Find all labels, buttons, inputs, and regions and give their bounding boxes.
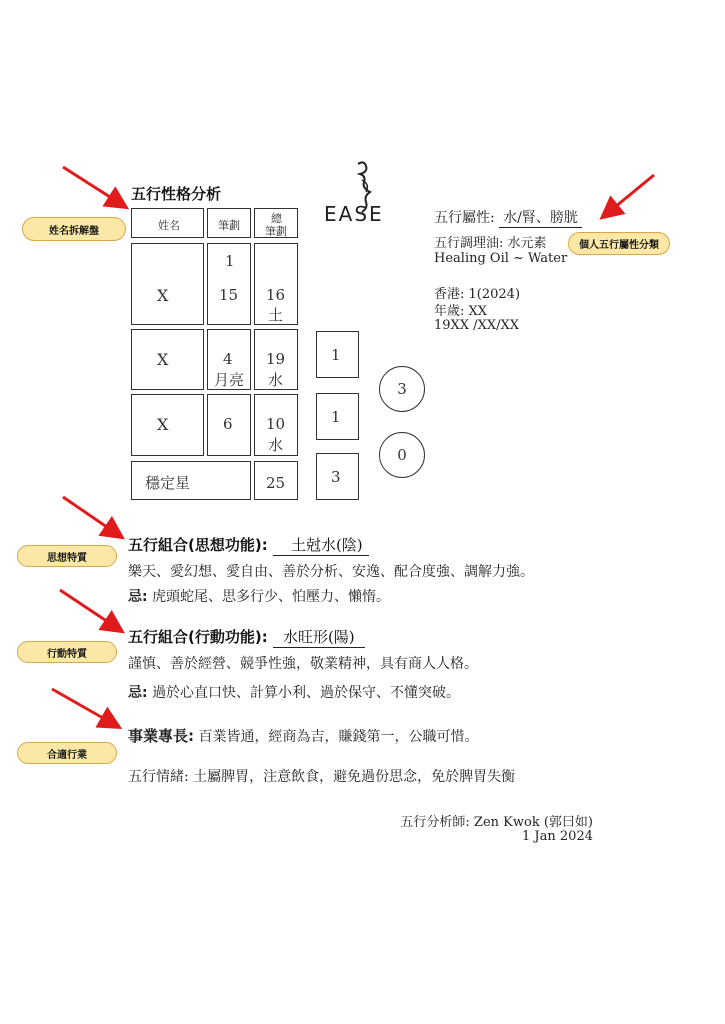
- thought-trait-callout: 思想特質: [17, 545, 117, 567]
- arrow-personal-element-icon: [604, 175, 654, 216]
- header-total-line1: 總: [271, 212, 282, 225]
- arrow-name-breakdown-icon: [63, 167, 124, 206]
- arrow-action-icon: [60, 590, 120, 630]
- suitable-industry-callout: 合適行業: [17, 742, 117, 764]
- header-total-line2: 筆劃: [265, 225, 287, 238]
- row2-total-element: 水: [268, 371, 284, 389]
- row3-name: X: [157, 415, 169, 434]
- thought-text: 樂天、愛幻想、愛自由、善於分析、安逸、配合度強、調解力強。: [128, 564, 534, 580]
- row2-stroke-label: 月亮: [214, 371, 245, 389]
- age-line: 年歲: XX: [434, 304, 488, 319]
- header-name-label: 姓名: [158, 219, 180, 232]
- arrow-career-icon: [52, 689, 117, 726]
- side-box-2-value: 1: [331, 408, 341, 426]
- career-text: 百業皆通，經商為吉，賺錢第一，公職可惜。: [198, 729, 479, 745]
- thought-value: 土尅水(陰): [273, 534, 369, 556]
- action-value: 水旺形(陽): [273, 626, 365, 648]
- element-label: 五行屬性:: [434, 210, 495, 226]
- row2-total: 19: [266, 350, 286, 368]
- side-box-1-value: 1: [331, 346, 341, 364]
- arrow-thought-icon: [63, 497, 120, 536]
- signature-date: 1 Jan 2024: [522, 829, 593, 844]
- personal-element-callout: 個人五行屬性分類: [568, 232, 670, 255]
- row1-total: 16: [266, 286, 286, 304]
- dob-line: 19XX /XX/XX: [434, 318, 519, 333]
- emotion-line: 五行情緒: 土屬脾胃，注意飲食，避免過份思念，免於脾胃失衡: [128, 769, 516, 785]
- page-title: 五行性格分析: [131, 185, 222, 203]
- action-text: 謹慎、善於經營、競爭性強，敬業精神，具有商人人格。: [128, 656, 478, 672]
- action-avoid-label: 忌:: [128, 685, 148, 701]
- career-label: 事業專長:: [128, 727, 194, 745]
- header-strokes-label: 筆劃: [218, 219, 240, 232]
- row1-name: X: [157, 286, 169, 305]
- row1-total-element: 土: [268, 306, 284, 324]
- analyst-signature: 五行分析師: Zen Kwok (郭曰如): [400, 815, 593, 830]
- oil-line: 五行調理油: 水元素: [434, 236, 547, 251]
- thought-heading: 五行組合(思想功能):: [128, 536, 268, 554]
- row3-total: 10: [266, 415, 286, 433]
- thought-avoid-label: 忌:: [128, 589, 148, 605]
- circle-1: 3: [379, 366, 425, 412]
- row1-stroke: 15: [219, 286, 239, 304]
- footer-total: 25: [266, 474, 286, 492]
- footer-label: 穩定星: [145, 474, 191, 492]
- logo-text: EASE: [324, 202, 384, 226]
- action-trait-callout: 行動特質: [17, 641, 117, 663]
- hk-line: 香港: 1(2024): [434, 287, 521, 302]
- name-breakdown-callout: 姓名拆解盤: [22, 217, 126, 241]
- row2-stroke: 4: [223, 350, 233, 368]
- action-avoid-text: 過於心直口快、計算小利、過於保守、不懂突破。: [152, 685, 461, 701]
- action-heading: 五行組合(行動功能):: [128, 628, 268, 646]
- row3-total-element: 水: [268, 436, 284, 454]
- thought-avoid-text: 虎頭蛇尾、思多行少、怕壓力、懶惰。: [152, 589, 391, 605]
- side-box-3-value: 3: [331, 468, 341, 486]
- oil-english: Healing Oil ~ Water: [434, 251, 568, 266]
- circle-2: 0: [379, 432, 425, 478]
- row1-stroke-top: 1: [225, 252, 235, 270]
- row2-name: X: [157, 350, 169, 369]
- row3-stroke: 6: [223, 415, 233, 433]
- element-value: 水/腎、膀胱: [499, 207, 582, 228]
